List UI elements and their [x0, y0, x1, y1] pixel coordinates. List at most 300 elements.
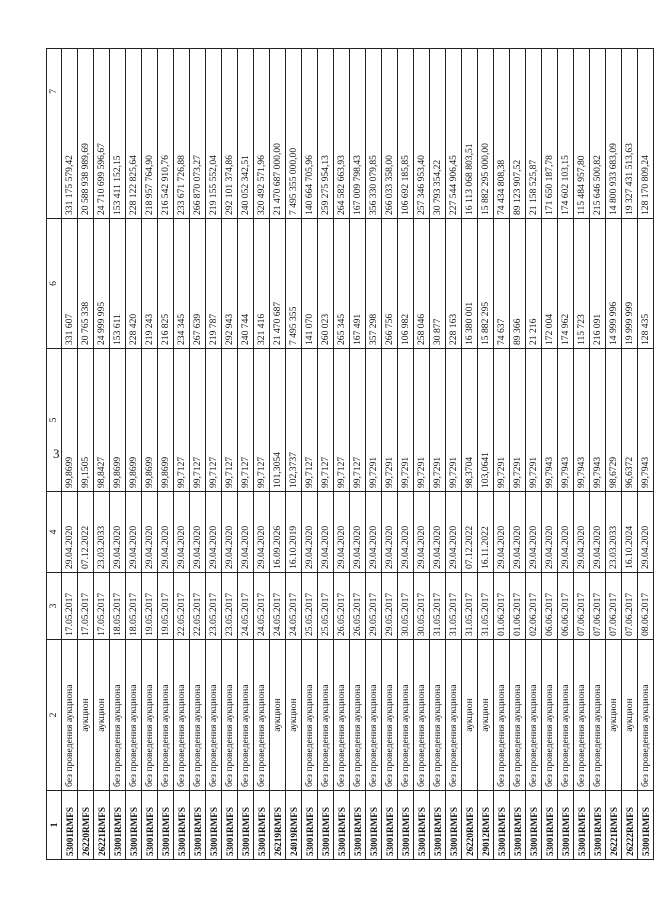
placement-method-cell: без проведения аукциона: [222, 640, 238, 791]
placement-method-cell: аукцион: [270, 640, 286, 791]
column-header: 4: [47, 492, 62, 573]
quantity-cell: 24 999 995: [94, 219, 110, 349]
placement-date-cell: 17.05.2017: [94, 573, 110, 640]
bond-code-cell: 26220RMFS: [78, 791, 94, 860]
bond-code-cell: 53001RMFS: [414, 791, 430, 860]
table-row: [462, 49, 478, 860]
amount-cell: 215 646 500,82: [590, 49, 606, 219]
quantity-cell: 153 611: [110, 219, 126, 349]
placement-date-cell: 25.05.2017: [302, 573, 318, 640]
bond-code-cell: 24019RMFS: [286, 791, 302, 860]
maturity-date-cell: 29.04.2020: [238, 492, 254, 573]
quantity-cell: 172 004: [542, 219, 558, 349]
placement-method-cell: аукцион: [78, 640, 94, 791]
placement-method-cell: без проведения аукциона: [174, 640, 190, 791]
bond-code-cell: 53001RMFS: [222, 791, 238, 860]
maturity-date-cell: 29.04.2020: [510, 492, 526, 573]
price-cell: 99,7291: [414, 349, 430, 492]
quantity-cell: 265 345: [334, 219, 350, 349]
table-row: [590, 49, 606, 860]
placement-method-cell: без проведения аукциона: [414, 640, 430, 791]
quantity-cell: 19 999 999: [622, 219, 638, 349]
price-cell: 102,3737: [286, 349, 302, 492]
placement-date-cell: 31.05.2017: [430, 573, 446, 640]
table-row: [510, 49, 526, 860]
maturity-date-cell: 29.04.2020: [318, 492, 334, 573]
placement-date-cell: 24.05.2017: [254, 573, 270, 640]
quantity-cell: 89 366: [510, 219, 526, 349]
quantity-cell: 219 243: [142, 219, 158, 349]
table-row: [478, 49, 494, 860]
placement-method-cell: без проведения аукциона: [142, 640, 158, 791]
placement-date-cell: 22.05.2017: [190, 573, 206, 640]
price-cell: 99,7291: [494, 349, 510, 492]
bond-code-cell: 53001RMFS: [366, 791, 382, 860]
amount-cell: 240 052 342,51: [238, 49, 254, 219]
quantity-cell: 331 607: [62, 219, 78, 349]
quantity-cell: 266 756: [382, 219, 398, 349]
placement-method-cell: аукцион: [478, 640, 494, 791]
price-cell: 103,0641: [478, 349, 494, 492]
rotated-table-container: [46, 49, 651, 860]
table-row: [430, 49, 446, 860]
table-header-row: [47, 49, 62, 860]
placement-method-cell: без проведения аукциона: [494, 640, 510, 791]
amount-cell: 89 123 907,52: [510, 49, 526, 219]
amount-cell: 106 692 185,85: [398, 49, 414, 219]
price-cell: 98,6729: [606, 349, 622, 492]
amount-cell: 174 602 103,15: [558, 49, 574, 219]
placement-method-cell: без проведения аукциона: [318, 640, 334, 791]
price-cell: 99,8699: [158, 349, 174, 492]
price-cell: 98,3704: [462, 349, 478, 492]
quantity-cell: 240 744: [238, 219, 254, 349]
maturity-date-cell: 16.11.2022: [478, 492, 494, 573]
table-row: [414, 49, 430, 860]
amount-cell: 216 542 910,76: [158, 49, 174, 219]
maturity-date-cell: 29.04.2020: [382, 492, 398, 573]
maturity-date-cell: 29.04.2020: [414, 492, 430, 573]
bond-code-cell: 53001RMFS: [542, 791, 558, 860]
table-row: [638, 49, 654, 860]
quantity-cell: 141 070: [302, 219, 318, 349]
placement-date-cell: 26.05.2017: [334, 573, 350, 640]
price-cell: 99,7127: [334, 349, 350, 492]
placement-method-cell: аукцион: [622, 640, 638, 791]
bond-code-cell: 26220RMFS: [462, 791, 478, 860]
table-row: [622, 49, 638, 860]
table-row: [222, 49, 238, 860]
maturity-date-cell: 29.04.2020: [398, 492, 414, 573]
bond-code-cell: 26221RMFS: [94, 791, 110, 860]
amount-cell: 331 175 579,42: [62, 49, 78, 219]
amount-cell: 7 495 355 000,00: [286, 49, 302, 219]
bond-code-cell: 53001RMFS: [142, 791, 158, 860]
placement-date-cell: 07.06.2017: [590, 573, 606, 640]
quantity-cell: 260 023: [318, 219, 334, 349]
quantity-cell: 74 637: [494, 219, 510, 349]
quantity-cell: 174 962: [558, 219, 574, 349]
amount-cell: 228 122 825,64: [126, 49, 142, 219]
quantity-cell: 228 163: [446, 219, 462, 349]
maturity-date-cell: 16.09.2026: [270, 492, 286, 573]
amount-cell: 167 009 798,43: [350, 49, 366, 219]
amount-cell: 233 671 726,88: [174, 49, 190, 219]
placement-method-cell: без проведения аукциона: [398, 640, 414, 791]
placement-date-cell: 06.06.2017: [542, 573, 558, 640]
placement-date-cell: 25.05.2017: [318, 573, 334, 640]
placement-date-cell: 29.05.2017: [382, 573, 398, 640]
maturity-date-cell: 29.04.2020: [590, 492, 606, 573]
bond-code-cell: 26219RMFS: [270, 791, 286, 860]
placement-date-cell: 24.05.2017: [270, 573, 286, 640]
amount-cell: 218 957 764,90: [142, 49, 158, 219]
amount-cell: 128 170 809,24: [638, 49, 654, 219]
bond-code-cell: 53001RMFS: [574, 791, 590, 860]
amount-cell: 74 434 808,38: [494, 49, 510, 219]
maturity-date-cell: 23.03.2033: [606, 492, 622, 573]
placement-method-cell: без проведения аукциона: [558, 640, 574, 791]
quantity-cell: 219 787: [206, 219, 222, 349]
table-row: [126, 49, 142, 860]
table-row: [174, 49, 190, 860]
amount-cell: 320 492 571,96: [254, 49, 270, 219]
placement-date-cell: 18.05.2017: [110, 573, 126, 640]
amount-cell: 219 155 552,04: [206, 49, 222, 219]
quantity-cell: 20 765 338: [78, 219, 94, 349]
price-cell: 99,7127: [302, 349, 318, 492]
amount-cell: 292 101 374,86: [222, 49, 238, 219]
placement-method-cell: без проведения аукциона: [526, 640, 542, 791]
maturity-date-cell: 29.04.2020: [350, 492, 366, 573]
placement-method-cell: без проведения аукциона: [190, 640, 206, 791]
bond-code-cell: 29012RMFS: [478, 791, 494, 860]
amount-cell: 24 710 699 596,67: [94, 49, 110, 219]
amount-cell: 266 870 073,27: [190, 49, 206, 219]
bond-code-cell: 53001RMFS: [350, 791, 366, 860]
maturity-date-cell: 29.04.2020: [558, 492, 574, 573]
bond-code-cell: 53001RMFS: [174, 791, 190, 860]
placement-method-cell: без проведения аукциона: [206, 640, 222, 791]
placement-date-cell: 31.05.2017: [446, 573, 462, 640]
bond-code-cell: 53001RMFS: [110, 791, 126, 860]
placement-method-cell: без проведения аукциона: [430, 640, 446, 791]
placement-method-cell: аукцион: [286, 640, 302, 791]
amount-cell: 14 800 933 683,09: [606, 49, 622, 219]
placement-method-cell: без проведения аукциона: [302, 640, 318, 791]
table-row: [526, 49, 542, 860]
placement-date-cell: 23.05.2017: [222, 573, 238, 640]
price-cell: 99,7291: [510, 349, 526, 492]
quantity-cell: 15 882 295: [478, 219, 494, 349]
placement-method-cell: без проведения аукциона: [334, 640, 350, 791]
maturity-date-cell: 29.04.2020: [126, 492, 142, 573]
table-row: [62, 49, 78, 860]
maturity-date-cell: 29.04.2020: [142, 492, 158, 573]
quantity-cell: 16 380 001: [462, 219, 478, 349]
price-cell: 99,7291: [398, 349, 414, 492]
price-cell: 99,1505: [78, 349, 94, 492]
bond-placement-table: [46, 48, 654, 860]
placement-method-cell: без проведения аукциона: [574, 640, 590, 791]
price-cell: 99,7127: [222, 349, 238, 492]
price-cell: 96,6372: [622, 349, 638, 492]
amount-cell: 30 793 354,22: [430, 49, 446, 219]
placement-method-cell: аукцион: [462, 640, 478, 791]
amount-cell: 19 327 431 513,63: [622, 49, 638, 219]
maturity-date-cell: 29.04.2020: [574, 492, 590, 573]
price-cell: 99,7943: [638, 349, 654, 492]
quantity-cell: 216 091: [590, 219, 606, 349]
table-row: [302, 49, 318, 860]
maturity-date-cell: 29.04.2020: [62, 492, 78, 573]
bond-code-cell: 26221RMFS: [606, 791, 622, 860]
bond-code-cell: 53001RMFS: [126, 791, 142, 860]
column-header: 5: [47, 349, 62, 492]
bond-code-cell: 53001RMFS: [254, 791, 270, 860]
price-cell: 99,7291: [382, 349, 398, 492]
maturity-date-cell: 29.04.2020: [206, 492, 222, 573]
bond-code-cell: 53001RMFS: [558, 791, 574, 860]
placement-date-cell: 31.05.2017: [462, 573, 478, 640]
placement-method-cell: без проведения аукциона: [542, 640, 558, 791]
price-cell: 99,8699: [142, 349, 158, 492]
placement-date-cell: 08.06.2017: [638, 573, 654, 640]
placement-date-cell: 07.06.2017: [606, 573, 622, 640]
quantity-cell: 267 639: [190, 219, 206, 349]
placement-method-cell: без проведения аукциона: [366, 640, 382, 791]
quantity-cell: 128 435: [638, 219, 654, 349]
maturity-date-cell: 07.12.2022: [462, 492, 478, 573]
placement-date-cell: 29.05.2017: [366, 573, 382, 640]
placement-date-cell: 24.05.2017: [238, 573, 254, 640]
maturity-date-cell: 29.04.2020: [254, 492, 270, 573]
price-cell: 99,7127: [238, 349, 254, 492]
price-cell: 99,7943: [542, 349, 558, 492]
table-row: [382, 49, 398, 860]
table-row: [542, 49, 558, 860]
maturity-date-cell: 29.04.2020: [110, 492, 126, 573]
bond-code-cell: 53001RMFS: [430, 791, 446, 860]
placement-method-cell: без проведения аукциона: [238, 640, 254, 791]
quantity-cell: 228 420: [126, 219, 142, 349]
placement-date-cell: 24.05.2017: [286, 573, 302, 640]
placement-method-cell: без проведения аукциона: [510, 640, 526, 791]
placement-date-cell: 17.05.2017: [78, 573, 94, 640]
quantity-cell: 321 416: [254, 219, 270, 349]
table-row: [142, 49, 158, 860]
table-row: [254, 49, 270, 860]
maturity-date-cell: 29.04.2020: [222, 492, 238, 573]
placement-method-cell: аукцион: [94, 640, 110, 791]
quantity-cell: 106 982: [398, 219, 414, 349]
price-cell: 99,7127: [318, 349, 334, 492]
table-row: [318, 49, 334, 860]
quantity-cell: 21 216: [526, 219, 542, 349]
maturity-date-cell: 16.10.2019: [286, 492, 302, 573]
page-number: 3: [53, 446, 60, 461]
placement-method-cell: без проведения аукциона: [158, 640, 174, 791]
amount-cell: 21 158 525,87: [526, 49, 542, 219]
quantity-cell: 357 298: [366, 219, 382, 349]
placement-date-cell: 23.05.2017: [206, 573, 222, 640]
price-cell: 98,8427: [94, 349, 110, 492]
table-row: [398, 49, 414, 860]
bond-code-cell: 53001RMFS: [398, 791, 414, 860]
maturity-date-cell: 29.04.2020: [366, 492, 382, 573]
amount-cell: 20 588 938 989,69: [78, 49, 94, 219]
amount-cell: 356 330 079,85: [366, 49, 382, 219]
table-row: [606, 49, 622, 860]
placement-method-cell: без проведения аукциона: [62, 640, 78, 791]
placement-date-cell: 26.05.2017: [350, 573, 366, 640]
table-row: [238, 49, 254, 860]
table-row: [494, 49, 510, 860]
bond-code-cell: 53001RMFS: [318, 791, 334, 860]
amount-cell: 153 411 152,15: [110, 49, 126, 219]
maturity-date-cell: 29.04.2020: [190, 492, 206, 573]
maturity-date-cell: 07.12.2022: [78, 492, 94, 573]
bond-code-cell: 53001RMFS: [638, 791, 654, 860]
price-cell: 99,7127: [174, 349, 190, 492]
table-row: [334, 49, 350, 860]
amount-cell: 171 650 187,78: [542, 49, 558, 219]
placement-date-cell: 07.06.2017: [574, 573, 590, 640]
table-row: [206, 49, 222, 860]
table-row: [94, 49, 110, 860]
amount-cell: 266 033 358,00: [382, 49, 398, 219]
placement-date-cell: 30.05.2017: [414, 573, 430, 640]
bond-code-cell: 53001RMFS: [446, 791, 462, 860]
placement-date-cell: 06.06.2017: [558, 573, 574, 640]
amount-cell: 21 470 687 000,00: [270, 49, 286, 219]
placement-date-cell: 18.05.2017: [126, 573, 142, 640]
column-header: 6: [47, 219, 62, 349]
table-row: [190, 49, 206, 860]
placement-method-cell: без проведения аукциона: [590, 640, 606, 791]
maturity-date-cell: 29.04.2020: [334, 492, 350, 573]
placement-date-cell: 22.05.2017: [174, 573, 190, 640]
placement-method-cell: без проведения аукциона: [350, 640, 366, 791]
price-cell: 99,7943: [558, 349, 574, 492]
placement-date-cell: 31.05.2017: [478, 573, 494, 640]
placement-date-cell: 19.05.2017: [158, 573, 174, 640]
maturity-date-cell: 16.10.2024: [622, 492, 638, 573]
bond-code-cell: 53001RMFS: [382, 791, 398, 860]
bond-code-cell: 53001RMFS: [590, 791, 606, 860]
bond-code-cell: 53001RMFS: [302, 791, 318, 860]
price-cell: 99,7127: [206, 349, 222, 492]
quantity-cell: 258 046: [414, 219, 430, 349]
price-cell: 99,7291: [430, 349, 446, 492]
maturity-date-cell: 29.04.2020: [430, 492, 446, 573]
placement-method-cell: без проведения аукциона: [110, 640, 126, 791]
bond-code-cell: 53001RMFS: [510, 791, 526, 860]
price-cell: 101,3054: [270, 349, 286, 492]
maturity-date-cell: 29.04.2020: [302, 492, 318, 573]
placement-date-cell: 01.06.2017: [494, 573, 510, 640]
placement-method-cell: аукцион: [606, 640, 622, 791]
maturity-date-cell: 29.04.2020: [638, 492, 654, 573]
quantity-cell: 292 943: [222, 219, 238, 349]
maturity-date-cell: 23.03.2033: [94, 492, 110, 573]
bond-code-cell: 53001RMFS: [494, 791, 510, 860]
quantity-cell: 7 495 355: [286, 219, 302, 349]
amount-cell: 15 882 295 000,00: [478, 49, 494, 219]
amount-cell: 264 582 663,93: [334, 49, 350, 219]
table-row: [350, 49, 366, 860]
price-cell: 99,7127: [254, 349, 270, 492]
table-row: [78, 49, 94, 860]
bond-code-cell: 53001RMFS: [158, 791, 174, 860]
amount-cell: 16 113 068 803,51: [462, 49, 478, 219]
maturity-date-cell: 29.04.2020: [494, 492, 510, 573]
amount-cell: 227 544 906,45: [446, 49, 462, 219]
price-cell: 99,7291: [366, 349, 382, 492]
amount-cell: 140 664 705,96: [302, 49, 318, 219]
placement-method-cell: без проведения аукциона: [382, 640, 398, 791]
placement-date-cell: 07.06.2017: [622, 573, 638, 640]
placement-method-cell: без проведения аукциона: [638, 640, 654, 791]
price-cell: 99,8699: [126, 349, 142, 492]
column-header: 7: [47, 49, 62, 219]
quantity-cell: 115 723: [574, 219, 590, 349]
placement-method-cell: без проведения аукциона: [446, 640, 462, 791]
price-cell: 99,8699: [62, 349, 78, 492]
bond-code-cell: 53001RMFS: [238, 791, 254, 860]
column-header: 1: [47, 791, 62, 860]
maturity-date-cell: 29.04.2020: [174, 492, 190, 573]
placement-date-cell: 02.06.2017: [526, 573, 542, 640]
quantity-cell: 30 877: [430, 219, 446, 349]
table-row: [270, 49, 286, 860]
amount-cell: 257 346 953,40: [414, 49, 430, 219]
table-row: [158, 49, 174, 860]
maturity-date-cell: 29.04.2020: [542, 492, 558, 573]
table-row: [558, 49, 574, 860]
price-cell: 99,7943: [590, 349, 606, 492]
table-row: [286, 49, 302, 860]
maturity-date-cell: 29.04.2020: [526, 492, 542, 573]
quantity-cell: 14 999 996: [606, 219, 622, 349]
quantity-cell: 234 345: [174, 219, 190, 349]
bond-code-cell: 53001RMFS: [526, 791, 542, 860]
amount-cell: 259 275 954,13: [318, 49, 334, 219]
placement-date-cell: 17.05.2017: [62, 573, 78, 640]
maturity-date-cell: 29.04.2020: [446, 492, 462, 573]
bond-code-cell: 26222RMFS: [622, 791, 638, 860]
price-cell: 99,7291: [526, 349, 542, 492]
placement-method-cell: без проведения аукциона: [126, 640, 142, 791]
table-row: [446, 49, 462, 860]
quantity-cell: 21 470 687: [270, 219, 286, 349]
table-row: [366, 49, 382, 860]
price-cell: 99,7127: [190, 349, 206, 492]
quantity-cell: 167 491: [350, 219, 366, 349]
amount-cell: 115 484 957,80: [574, 49, 590, 219]
placement-method-cell: без проведения аукциона: [254, 640, 270, 791]
price-cell: 99,7127: [350, 349, 366, 492]
table-row: [110, 49, 126, 860]
price-cell: 99,7291: [446, 349, 462, 492]
bond-code-cell: 53001RMFS: [190, 791, 206, 860]
price-cell: 99,7943: [574, 349, 590, 492]
placement-date-cell: 19.05.2017: [142, 573, 158, 640]
table-row: [574, 49, 590, 860]
placement-date-cell: 01.06.2017: [510, 573, 526, 640]
placement-date-cell: 30.05.2017: [398, 573, 414, 640]
price-cell: 99,8699: [110, 349, 126, 492]
